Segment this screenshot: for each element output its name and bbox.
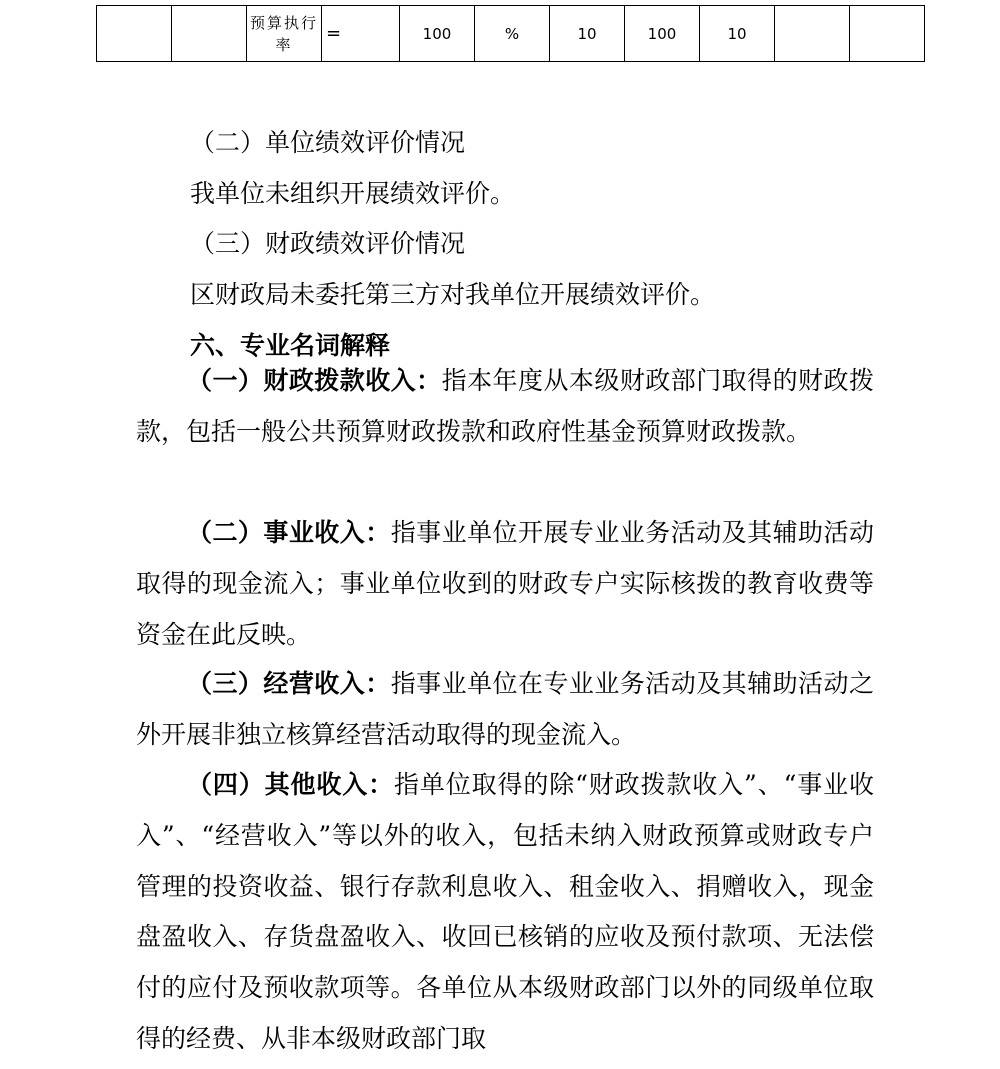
unit-cell: % xyxy=(475,6,550,62)
term-paragraph xyxy=(136,760,874,1065)
empty-cell xyxy=(97,6,172,62)
value-cell: 100 xyxy=(400,6,475,62)
section-text: 我单位未组织开展绩效评价。 xyxy=(190,179,516,208)
empty-cell xyxy=(172,6,247,62)
section-heading: （二）单位绩效评价情况 xyxy=(190,128,466,157)
term-title: （二）事业收入： xyxy=(187,518,391,547)
empty-cell xyxy=(850,6,925,62)
term-title: （一）财政拨款收入： xyxy=(187,366,442,395)
operator-cell: = xyxy=(322,6,400,62)
chapter-heading: 六、专业名词解释 xyxy=(190,331,391,360)
section-heading: （三）财政绩效评价情况 xyxy=(190,229,466,258)
term-title: （四）其他收入： xyxy=(187,770,395,799)
term-paragraph xyxy=(136,508,874,660)
value-cell: 10 xyxy=(700,6,775,62)
indicator-cell: 预算执行率 xyxy=(247,6,322,62)
term-title: （三）经营收入： xyxy=(187,669,391,698)
performance-table-row xyxy=(96,5,925,62)
section-text: 区财政局未委托第三方对我单位开展绩效评价。 xyxy=(190,280,716,309)
term-paragraph xyxy=(136,356,874,458)
empty-cell xyxy=(775,6,850,62)
value-cell: 10 xyxy=(550,6,625,62)
value-cell: 100 xyxy=(625,6,700,62)
term-body: 指事业单位在专业业务活动及其辅助活动之外开展非独立核算经营活动取得的现金流入。 xyxy=(136,669,874,749)
term-body: 指事业单位开展专业业务活动及其辅助活动取得的现金流入；事业单位收到的财政专户实际核拨的教育收费等资金在此反映。 xyxy=(136,518,874,649)
term-body: 指本年度从本级财政部门取得的财政拨款，包括一般公共预算财政拨款和政府性基金预算财政拨款。 xyxy=(136,366,874,446)
term-body: 指单位取得的除“财政拨款收入”、“事业收入”、“经营收入”等以外的收入，包括未纳入财政预算或财政专户管理的投资收益、银行存款利息收入、租金收入、捐赠收入，现金盘盈收入、存货盘盈收入、收回已核销的应收及预付款项、无法偿付的应付及预收款项等。各单位从本级财政部门以外的同级单位取得的经费、从非本级财政部门取 xyxy=(136,770,874,1053)
term-paragraph xyxy=(136,659,874,761)
